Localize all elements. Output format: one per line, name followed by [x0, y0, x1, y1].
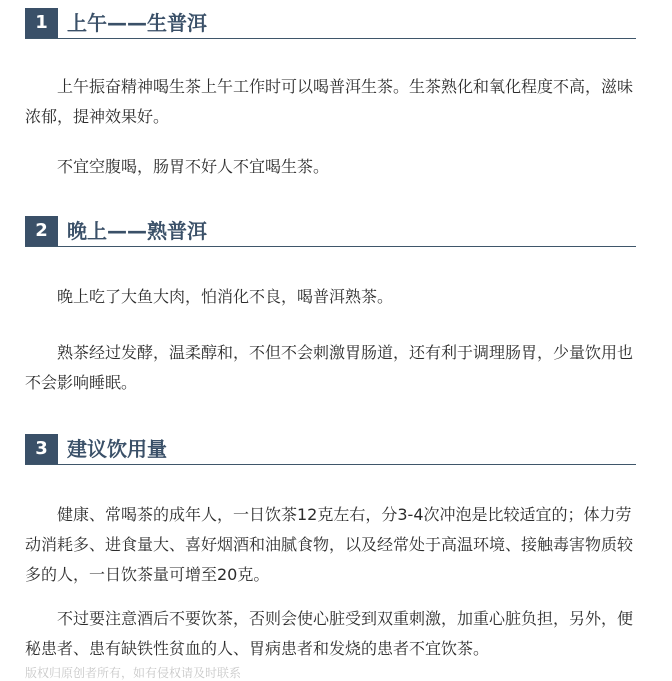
paragraph: 上午振奋精神喝生茶上午工作时可以喝普洱生茶。生茶熟化和氧化程度不高，滋味浓郁，提神效果好。 — [25, 77, 634, 126]
section-number-badge: 3 — [25, 434, 58, 464]
section-1-header — [25, 8, 636, 39]
section-title: 晚上——熟普洱 — [67, 219, 207, 243]
section-title: 上午——生普洱 — [67, 11, 207, 35]
paragraph: 不宜空腹喝，肠胃不好人不宜喝生茶。 — [57, 157, 330, 176]
section-1 — [25, 8, 636, 176]
paragraph: 健康、常喝茶的成年人，一日饮茶12克左右，分3-4次冲泡是比较适宜的；体力劳动消耗多、进食量大、喜好烟酒和油腻食物，以及经常处于高温环境、接触毒害物质较多的人，一日饮茶量可增至20克。 — [25, 505, 634, 584]
section-title: 建议饮用量 — [67, 437, 167, 461]
paragraph: 熟茶经过发酵，温柔醇和，不但不会刺激胃肠道，还有利于调理肠胃，少量饮用也不会影响睡眠。 — [25, 343, 634, 392]
section-2 — [25, 216, 636, 392]
section-2-header — [25, 216, 636, 247]
paragraph: 晚上吃了大鱼大肉，怕消化不良，喝普洱熟茶。 — [57, 287, 394, 306]
section-number-badge: 1 — [25, 8, 58, 38]
section-3 — [25, 434, 636, 658]
section-3-header — [25, 434, 636, 465]
paragraph: 不过要注意酒后不要饮茶，否则会使心脏受到双重刺激，加重心脏负担，另外，便秘患者、患有缺铁性贫血的人、胃病患者和发烧的患者不宜饮茶。 — [25, 609, 634, 658]
section-number-badge: 2 — [25, 216, 58, 246]
copyright-watermark: 版权归原创者所有，如有侵权请及时联系 — [25, 666, 242, 680]
